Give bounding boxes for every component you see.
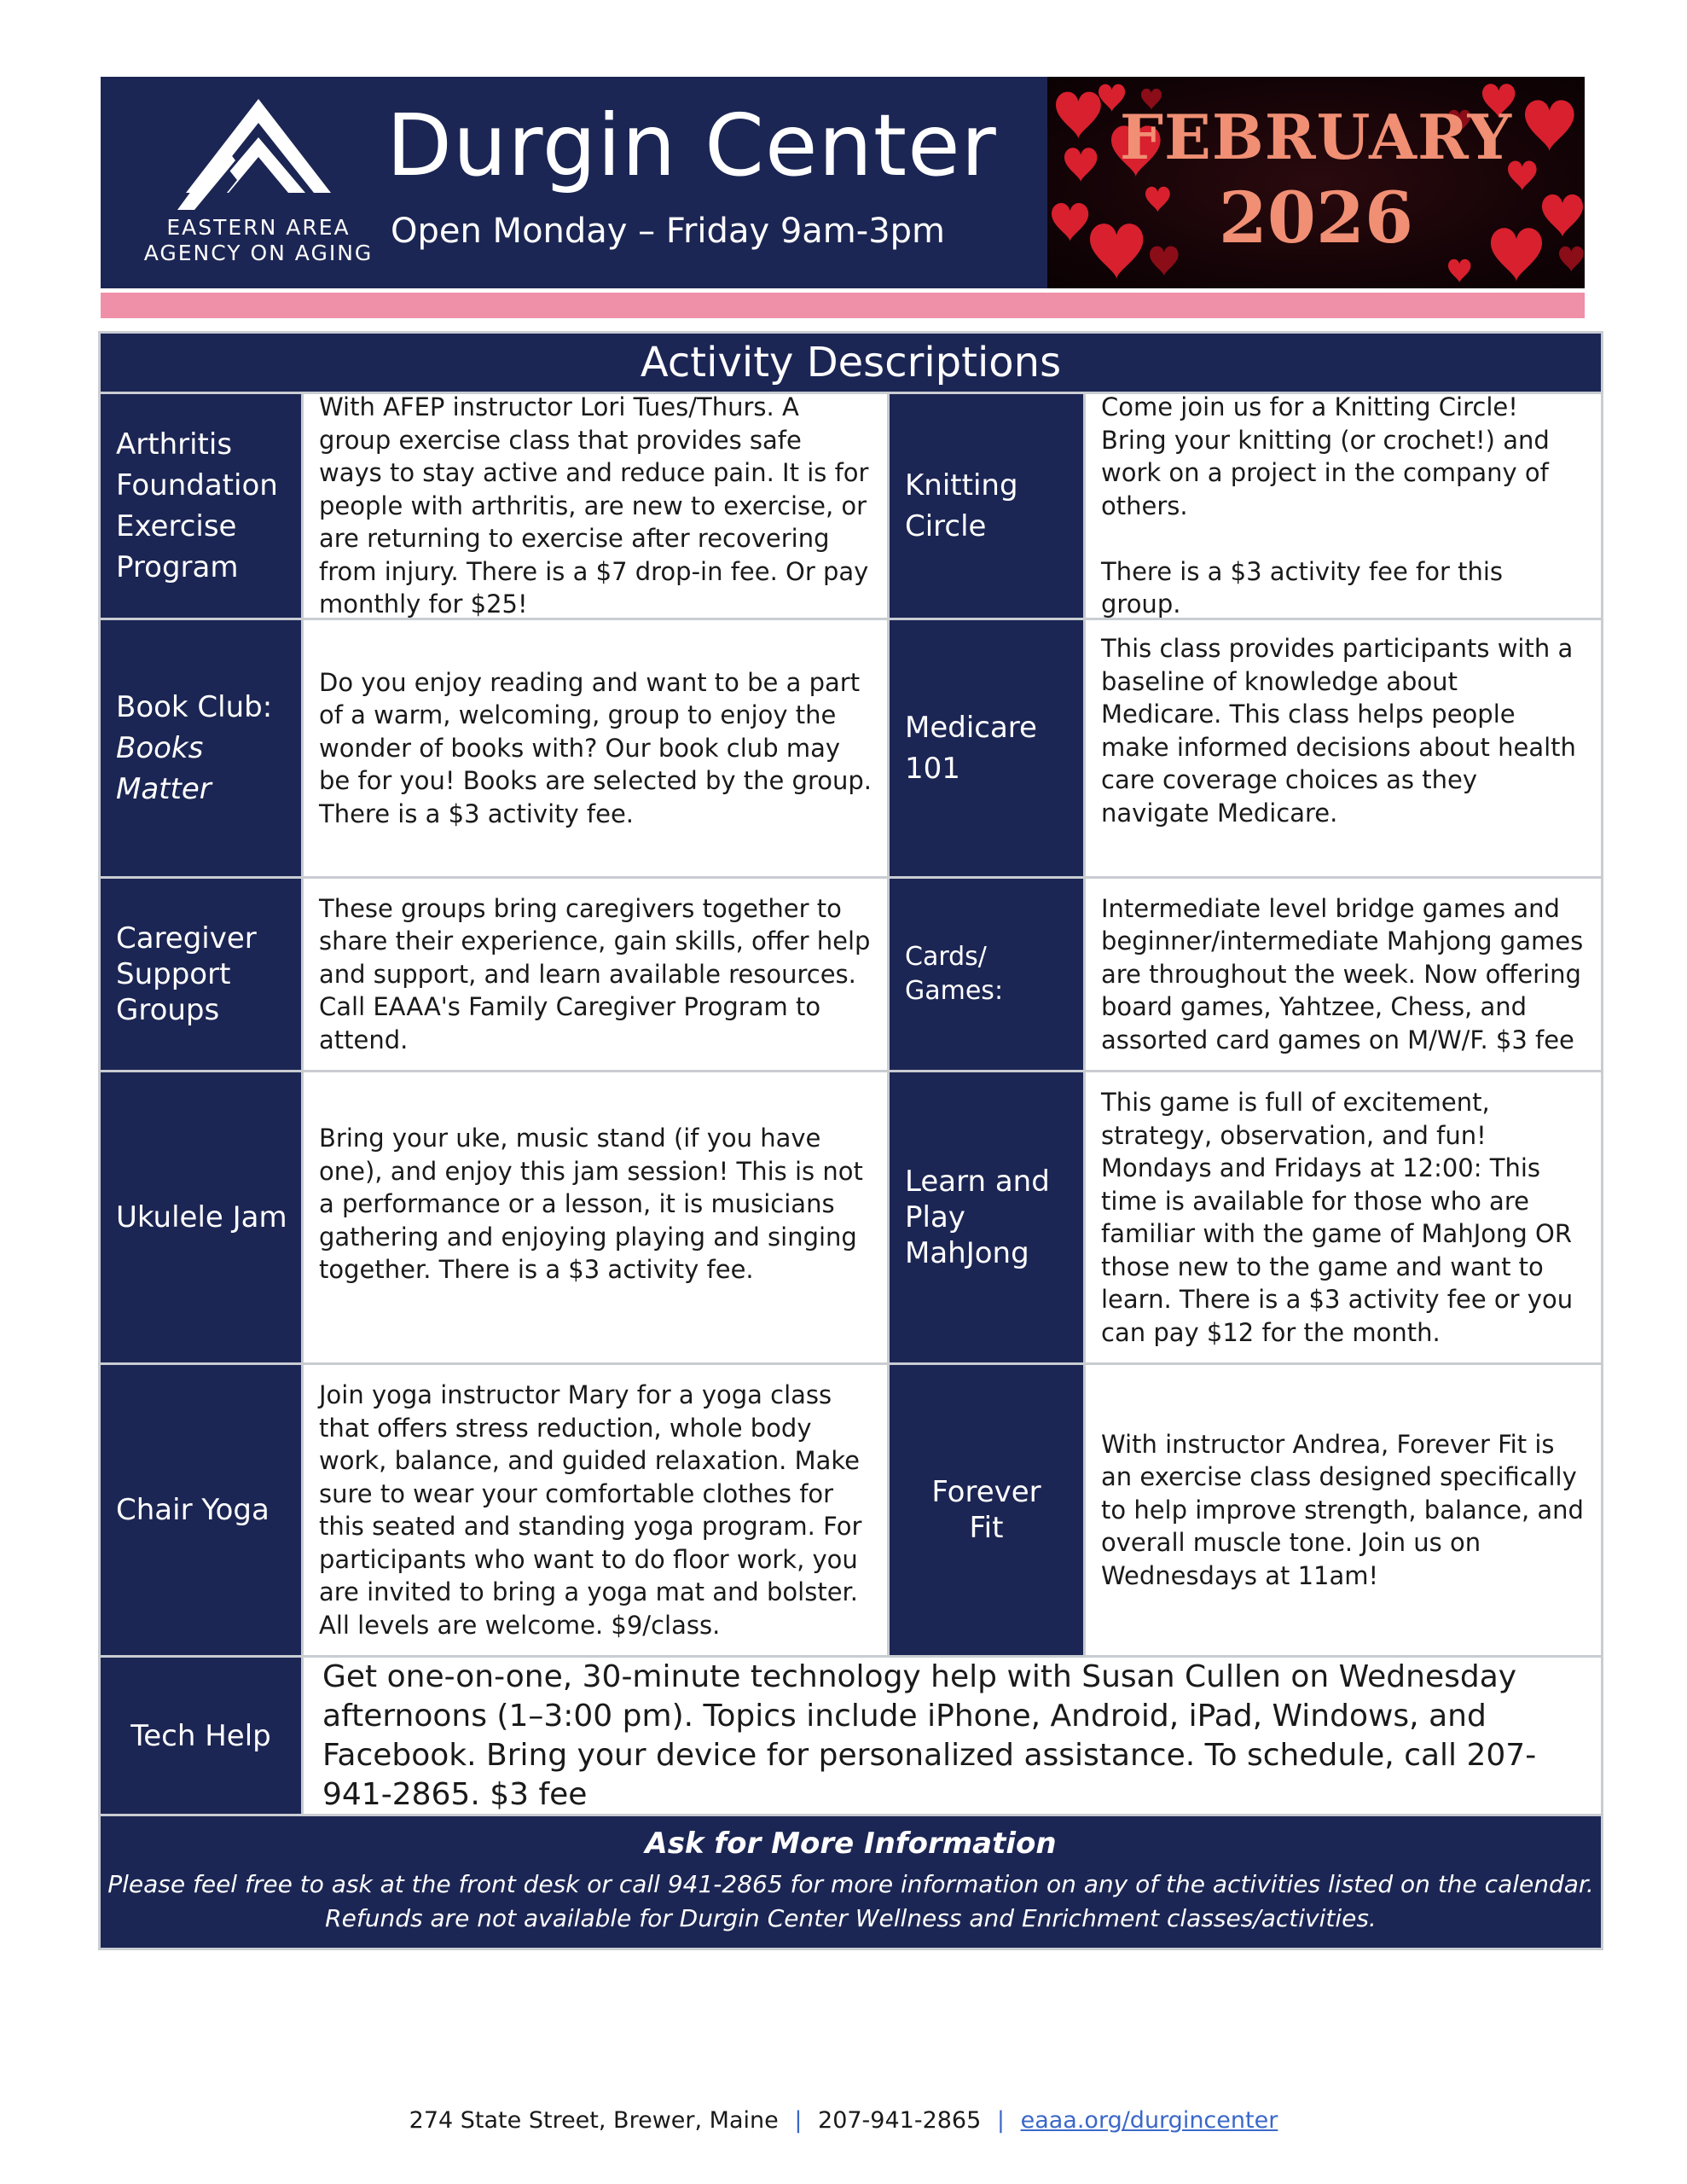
- footer-phone: 207-941-2865: [818, 2107, 982, 2134]
- agency-name: [126, 215, 391, 266]
- table-title: Activity Descriptions: [101, 334, 1601, 392]
- footer-address: 274 State Street, Brewer, Maine: [409, 2107, 779, 2134]
- page-title: Durgin Center: [386, 96, 997, 195]
- month-banner: [1047, 77, 1585, 288]
- more-info-text: [101, 1867, 1601, 1936]
- agency-line-2: AGENCY ON AGING: [143, 241, 374, 265]
- mountain-logo-icon: [177, 99, 331, 210]
- activity-desc-arthritis: With AFEP instructor Lori Tues/Thurs. A group exercise class that provides safe ways to stay active and reduce pain. It is for people with arthritis, are new to exercise, or are returning to exercise after recovering from injury. There is a $7 drop-in fee. Or pay monthly for $25!: [304, 394, 887, 618]
- activity-label-mahjong: Learn and Play MahJong: [890, 1072, 1083, 1362]
- activity-label-cards-games: Cards/ Games:: [890, 879, 1083, 1070]
- month-label: FEBRUARY: [1119, 101, 1513, 173]
- more-info-line-1: Please feel free to ask at the front desk or call 941-2865 for more information on any of the activities listed on the calendar.: [107, 1870, 1594, 1898]
- activity-desc-ukulele: Bring your uke, music stand (if you have one), and enjoy this jam session! This is not a performance or a lesson, it is musicians gathering and enjoying playing and singing together. There is a $3 activity fee.: [304, 1072, 887, 1362]
- more-info-line-2: Refunds are not available for Durgin Center Wellness and Enrichment classes/activities.: [325, 1904, 1377, 1932]
- activity-label-forever-fit: Forever Fit: [890, 1365, 1083, 1655]
- activity-label-book-club: Book Club: Books Matter: [101, 620, 301, 876]
- year-label: 2026: [1218, 177, 1414, 259]
- activity-desc-medicare: This class provides participants with a baseline of knowledge about Medicare. This class helps people make informed decisions about health care coverage choices as they navigate Medicare.: [1086, 620, 1601, 876]
- activity-label-medicare: Medicare 101: [890, 620, 1083, 876]
- activity-label-ukulele: Ukulele Jam: [101, 1072, 301, 1362]
- activity-label-caregiver: Caregiver Support Groups: [101, 879, 301, 1070]
- activity-desc-book-club: Do you enjoy reading and want to be a part of a warm, welcoming, group to enjoy the wonder of books with? Our book club may be for you! Books are selected by the group. There is a $3 activity fee.: [304, 620, 887, 876]
- more-info-box: [101, 1816, 1601, 1948]
- activity-label-arthritis: Arthritis Foundation Exercise Program: [101, 394, 301, 618]
- footer: [0, 2107, 1687, 2134]
- activity-desc-caregiver: These groups bring caregivers together to share their experience, gain skills, offer help and support, and learn available resources. Call EAAA's Family Caregiver Program to attend.: [304, 879, 887, 1070]
- activity-desc-cards-games: Intermediate level bridge games and beginner/intermediate Mahjong games are throughout the week. Now offering board games, Yahtzee, Chess, and assorted card games on M/W/F. $3 fee: [1086, 879, 1601, 1070]
- header-banner: [101, 77, 1585, 288]
- activity-desc-tech-help: Get one-on-one, 30-minute technology help with Susan Cullen on Wednesday afternoons (1–3:00 pm). Topics include iPhone, Android, iPad, Windows, and Facebook. Bring your device for personalized assistance. To schedule, call 207-941-2865. $3 fee: [304, 1658, 1601, 1814]
- more-info-title: Ask for More Information: [645, 1827, 1057, 1861]
- hours-text: Open Monday – Friday 9am-3pm: [391, 212, 945, 251]
- activity-desc-chair-yoga: Join yoga instructor Mary for a yoga class that offers stress reduction, whole body work, balance, and guided relaxation. Make sure to wear your comfortable clothes for this seated and standing yoga program. For participants who want to do floor work, you are invited to bring a yoga mat and bolster. All levels are welcome. $9/class.: [304, 1365, 887, 1655]
- activity-label-knitting: Knitting Circle: [890, 394, 1083, 618]
- activity-label-tech-help: Tech Help: [101, 1658, 301, 1814]
- activity-desc-mahjong: This game is full of excitement, strategy, observation, and fun! Mondays and Fridays at 12:00: This time is available for those who are familiar with the game of MahJong OR those new to the game and want to learn. There is a $3 activity fee or you can pay $12 for the month.: [1086, 1072, 1601, 1362]
- header-title-panel: [101, 77, 1047, 288]
- activity-desc-knitting: Come join us for a Knitting Circle! Bring your knitting (or crochet!) and work on a project in the company of others. There is a $3 activity fee for this group.: [1086, 394, 1601, 618]
- footer-separator: |: [996, 2107, 1005, 2134]
- footer-separator: |: [794, 2107, 803, 2134]
- agency-line-1: EASTERN AREA: [166, 215, 351, 240]
- footer-website-link[interactable]: eaaa.org/durgincenter: [1020, 2107, 1278, 2134]
- activity-desc-forever-fit: With instructor Andrea, Forever Fit is an exercise class designed specifically to help improve strength, balance, and overall muscle tone. Join us on Wednesdays at 11am!: [1086, 1365, 1601, 1655]
- activity-label-chair-yoga: Chair Yoga: [101, 1365, 301, 1655]
- pink-divider: [101, 293, 1585, 318]
- activity-table: [98, 331, 1603, 1950]
